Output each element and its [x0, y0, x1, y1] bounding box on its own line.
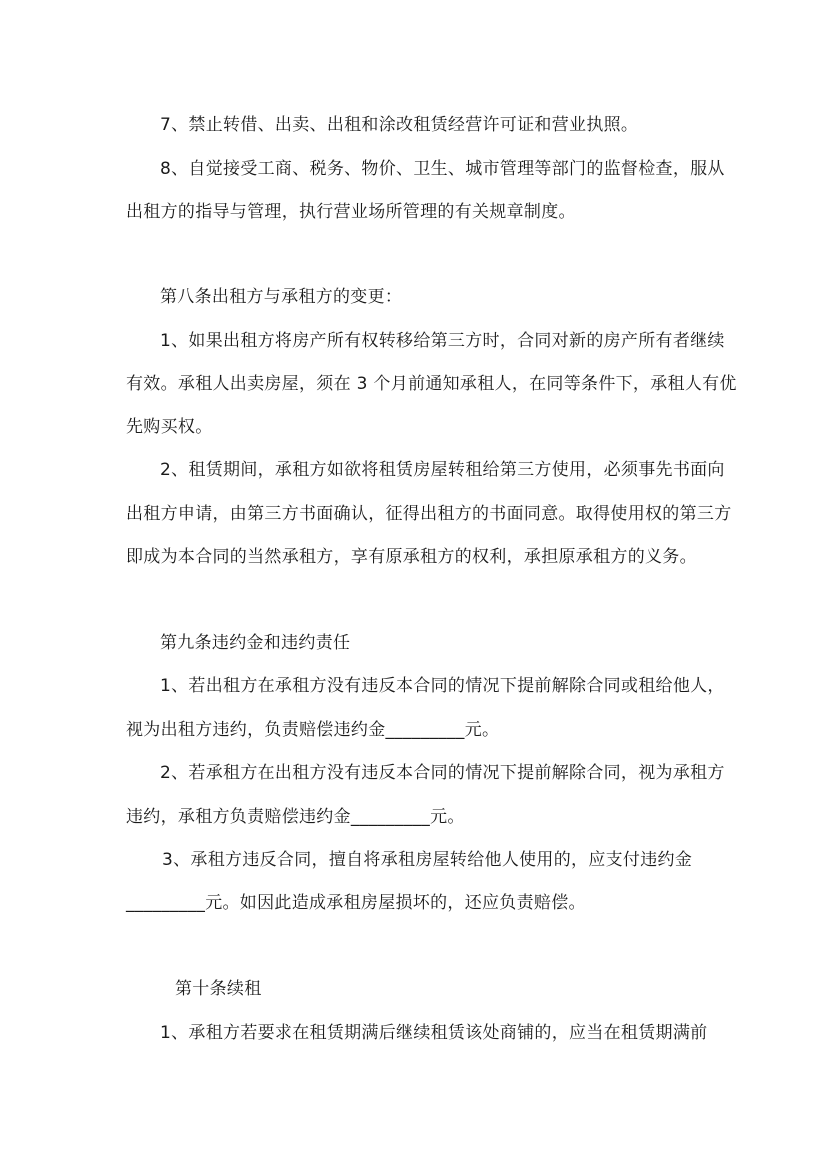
paragraph-line: 先购买权。 — [126, 417, 213, 437]
list-item: 1、承租方若要求在租赁期满后继续租赁该处商铺的，应当在租赁期满前 — [160, 1023, 708, 1043]
paragraph-line: 出租方申请，由第三方书面确认，征得出租方的书面同意。取得使用权的第三方 — [126, 504, 732, 524]
paragraph-line: 即成为本合同的当然承租方，享有原承租方的权利，承担原承租方的义务。 — [126, 547, 697, 567]
list-item: 8、自觉接受工商、税务、物价、卫生、城市管理等部门的监督检查，服从 — [160, 159, 725, 179]
paragraph-line: 视为出租方违约，负责赔偿违约金_________元。 — [126, 720, 500, 740]
list-item: 2、若承租方在出租方没有违反本合同的情况下提前解除合同，视为承租方 — [160, 763, 725, 783]
section-heading-article-10: 第十条续租 — [175, 979, 262, 999]
watermark — [264, 381, 378, 519]
section-heading-article-8: 第八条出租方与承租方的变更： — [160, 287, 403, 307]
list-item: 2、租赁期间，承租方如欲将租赁房屋转租给第三方使用，必须事先书面向 — [160, 460, 725, 480]
list-item: 3、承租方违反合同，擅自将承租房屋转给他人使用的，应支付违约金 — [162, 850, 693, 870]
list-item: 7、禁止转借、出卖、出租和涂改租赁经营许可证和营业执照。 — [160, 115, 639, 135]
paragraph-line: 有效。承租人出卖房屋，须在 3 个月前通知承租人，在同等条件下，承租人有优 — [126, 374, 737, 394]
paragraph-line: _________元。如因此造成承租房屋损坏的，还应负责赔偿。 — [126, 893, 586, 913]
paragraph-line: 违约，承租方负责赔偿违约金_________元。 — [126, 807, 465, 827]
list-item: 1、若出租方在承租方没有违反本合同的情况下提前解除合同或租给他人， — [160, 676, 725, 696]
section-heading-article-9: 第九条违约金和违约责任 — [160, 633, 351, 653]
list-item: 1、如果出租方将房产所有权转移给第三方时，合同对新的房产所有者继续 — [160, 331, 725, 351]
paragraph-line: 出租方的指导与管理，执行营业场所管理的有关规章制度。 — [126, 202, 576, 222]
